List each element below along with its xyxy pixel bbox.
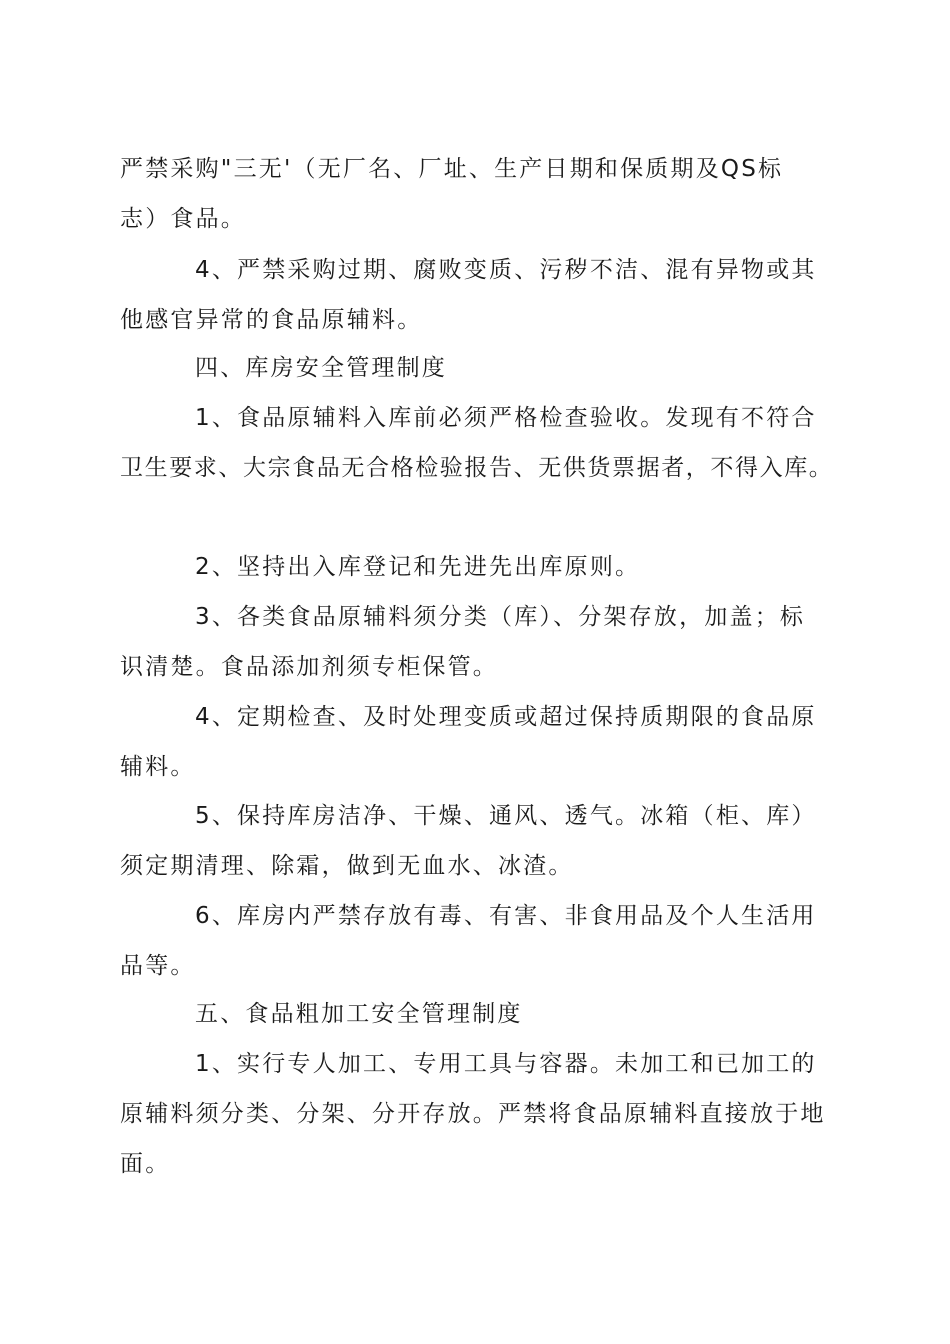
text-line-processing-1: 1、实行专人加工、专用工具与容器。未加工和已加工的 bbox=[195, 1051, 817, 1077]
text-line-warehouse-6: 6、库房内严禁存放有毒、有害、非食用品及个人生活用 bbox=[195, 903, 817, 929]
text-line-warehouse-4-cont: 辅料。 bbox=[120, 754, 196, 780]
text-line-warehouse-1-cont: 卫生要求、大宗食品无合格检验报告、无供货票据者，不得入库。 bbox=[120, 455, 834, 481]
section-heading-rough-processing: 五、食品粗加工安全管理制度 bbox=[195, 1001, 523, 1027]
text-line-warehouse-4: 4、定期检查、及时处理变质或超过保持质期限的食品原 bbox=[195, 704, 817, 730]
text-line-processing-1-cont: 原辅料须分类、分架、分开存放。严禁将食品原辅料直接放于地 bbox=[120, 1101, 826, 1127]
text-line-warehouse-5: 5、保持库房洁净、干燥、通风、透气。冰箱（柜、库） bbox=[195, 803, 817, 829]
text-line-warehouse-3-cont: 识清楚。食品添加剂须专柜保管。 bbox=[120, 654, 498, 680]
text-line-purchase-ban-cont: 严禁采购"三无'（无厂名、厂址、生产日期和保质期及QS标 bbox=[120, 156, 784, 182]
text-line-warehouse-5-cont: 须定期清理、除霜，做到无血水、冰渣。 bbox=[120, 853, 574, 879]
text-line-warehouse-3: 3、各类食品原辅料须分类（库）、分架存放，加盖；标 bbox=[195, 604, 806, 630]
section-heading-warehouse: 四、库房安全管理制度 bbox=[195, 355, 447, 381]
text-line-purchase-ban-end: 志）食品。 bbox=[120, 206, 246, 232]
text-line-item-4: 4、严禁采购过期、腐败变质、污秽不洁、混有异物或其 bbox=[195, 257, 817, 283]
text-line-processing-1-end: 面。 bbox=[120, 1151, 171, 1177]
text-line-warehouse-2: 2、坚持出入库登记和先进先出库原则。 bbox=[195, 554, 641, 580]
text-line-item-4-cont: 他感官异常的食品原辅料。 bbox=[120, 307, 423, 333]
text-line-warehouse-1: 1、食品原辅料入库前必须严格检查验收。发现有不符合 bbox=[195, 405, 817, 431]
text-line-warehouse-6-cont: 品等。 bbox=[120, 953, 196, 979]
